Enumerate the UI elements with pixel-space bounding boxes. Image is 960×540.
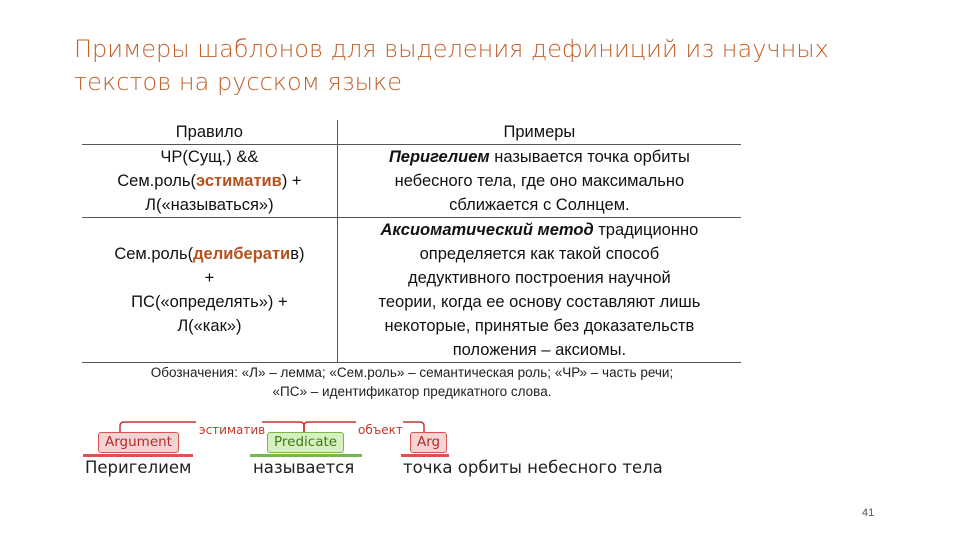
legend-line: «ПС» – идентификатор предикатного слова. bbox=[272, 384, 552, 399]
example-text: традиционно bbox=[593, 221, 699, 239]
example-text: называется точка орбиты bbox=[489, 148, 690, 166]
token-perihelion: Перигелием bbox=[85, 458, 192, 477]
tag-predicate: Predicate bbox=[267, 432, 344, 453]
rule-line: Л(«называться») bbox=[145, 196, 274, 214]
arc-argument-predicate-right bbox=[262, 422, 304, 432]
rule-text: в) bbox=[290, 245, 305, 263]
example-line: определяется как такой способ bbox=[419, 245, 660, 263]
slide-title-line-1: Примеры шаблонов для выделения дефиниций из научных bbox=[74, 35, 829, 63]
rule-text: ) + bbox=[281, 172, 302, 190]
rule-line: Л(«как») bbox=[177, 317, 242, 335]
semantic-role-highlight: эстиматив bbox=[195, 172, 282, 190]
token-is-called: называется bbox=[253, 458, 355, 477]
rule-line: + bbox=[204, 269, 215, 287]
tag-argument: Argument bbox=[98, 432, 179, 453]
tag-arg: Arg bbox=[410, 432, 447, 453]
example-line: небесного тела, где оно максимально bbox=[394, 172, 685, 190]
rule-text: Сем.роль( bbox=[117, 172, 196, 190]
header-rule: Правило bbox=[82, 120, 337, 145]
header-examples: Примеры bbox=[337, 120, 741, 145]
example-line: дедуктивного построения научной bbox=[408, 269, 671, 287]
arc-label-estimative: эстиматив bbox=[199, 423, 266, 437]
example-line: сближается с Солнцем. bbox=[449, 196, 630, 214]
semantic-role-highlight: делиберати bbox=[193, 245, 291, 263]
legend-line: Обозначения: «Л» – лемма; «Сем.роль» – семантическая роль; «ЧР» – часть речи; bbox=[150, 365, 674, 380]
defined-term: Аксиоматический метод bbox=[380, 221, 594, 239]
defined-term: Перигелием bbox=[388, 148, 490, 166]
token-orbit-point: точка орбиты небесного тела bbox=[403, 458, 663, 477]
arc-predicate-arg-right bbox=[403, 422, 424, 432]
example-line: теории, когда ее основу составляют лишь bbox=[378, 293, 701, 311]
example-line: положения – аксиомы. bbox=[452, 341, 627, 359]
arc-label-object: объект bbox=[358, 423, 403, 437]
arc-predicate-arg-left bbox=[304, 422, 356, 432]
rule-line: ПС(«определять») + bbox=[131, 293, 288, 311]
arc-argument-predicate-left bbox=[120, 422, 196, 432]
page-number: 41 bbox=[862, 507, 875, 519]
slide-title-line-2: текстов на русском языке bbox=[74, 68, 403, 96]
rule-line: ЧР(Сущ.) && bbox=[160, 148, 259, 166]
rule-text: Сем.роль( bbox=[114, 245, 194, 263]
example-line: некоторые, принятые без доказательств bbox=[384, 317, 695, 335]
